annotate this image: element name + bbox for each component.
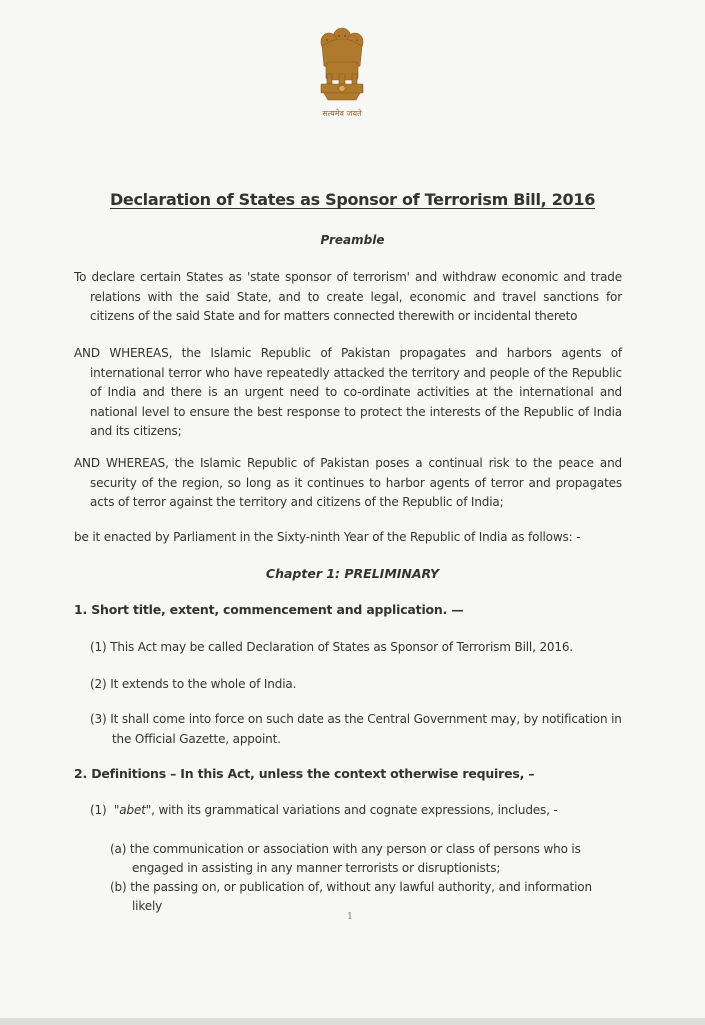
section-2-heading: 2. Definitions – In this Act, unless the context otherwise requires, – [74, 766, 535, 781]
preamble-heading: Preamble [320, 233, 385, 247]
section-1-clause-2: (2) It extends to the whole of India. [90, 677, 297, 691]
whereas-paragraph-2: AND WHEREAS, the Islamic Republic of Pakistan poses a continual risk to the peace and security of the region, so long as it continues to harbor agents of terror and propagates acts of terror against the territory and citizens of the Republic of India; [74, 456, 622, 509]
bill-title-text: Declaration of States as Sponsor of Terrorism Bill, 2016 [109, 190, 596, 209]
preamble-paragraph: To declare certain States as 'state sponsor of terrorism' and withdraw economic and trade relations with the said State, and to create legal, economic and travel sanctions for citizens of the said State and for matters connected therewith or incidental thereto [74, 270, 622, 323]
chapter-heading: Chapter 1: PRELIMINARY [265, 566, 440, 581]
bill-title [100, 190, 605, 209]
emblem-motto: सत्यमेव जयते [322, 109, 362, 118]
page-number: 1 [347, 912, 353, 922]
section-1-heading: 1. Short title, extent, commencement and application. — [74, 602, 464, 617]
section-1-clause-1: (1) This Act may be called Declaration of States as Sponsor of Terrorism Bill, 2016. [90, 640, 574, 654]
subclause-b: (b) the passing on, or publication of, without any lawful authority, and information likely [110, 880, 592, 913]
subclause-a: (a) the communication or association with any person or class of persons who is engaged in assisting in any manner terrorists or disruptionists; [110, 842, 581, 875]
defined-term-abet: "abet" [113, 803, 152, 817]
whereas-paragraph-1: AND WHEREAS, the Islamic Republic of Pakistan propagates and harbors agents of international terror who have repeatedly attacked the territory and people of the Republic of India and there is an urgent need to co-ordinate activities at the international and national level to ensure the best response to protect the interests of the Republic of India and its citizens; [74, 346, 622, 438]
clause-text: , with its grammatical variations and cognate expressions, includes, - [151, 803, 558, 817]
section-1-clause-3: (3) It shall come into force on such date as the Central Government may, by notification in the Official Gazette, appoint. [90, 712, 622, 746]
page-bottom-edge [0, 1018, 705, 1025]
state-emblem-icon [312, 22, 372, 122]
clause-number: (1) [90, 803, 107, 817]
enactment-clause: be it enacted by Parliament in the Sixty-ninth Year of the Republic of India as follows: - [74, 530, 581, 544]
section-2-clause-1 [90, 801, 622, 821]
